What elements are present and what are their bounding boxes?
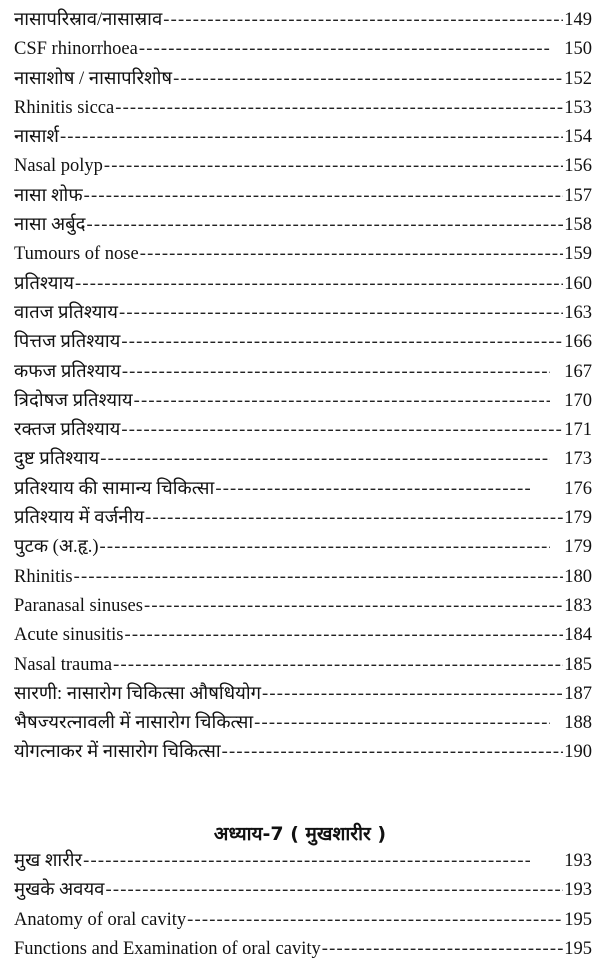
toc-entry[interactable] (14, 299, 592, 328)
toc-entry-title: Acute sinusitis (14, 625, 124, 646)
toc-entry[interactable] (14, 504, 592, 533)
toc-entry-page: 195 (564, 909, 592, 930)
dot-leader (75, 270, 563, 299)
toc-entry-title: प्रतिश्याय में वर्जनीय (14, 508, 145, 529)
dot-leader (121, 328, 563, 357)
toc-entry-title: नासार्श (14, 127, 59, 148)
toc-entry-page: 184 (564, 625, 592, 646)
toc-entry-page: 193 (564, 851, 592, 871)
toc-entry-title: त्रिदोषज प्रतिश्याय (14, 390, 133, 411)
dot-leader (122, 358, 550, 387)
toc-entry[interactable] (14, 65, 592, 94)
toc-entry-title: नासाशोष / नासापरिशोष (14, 68, 173, 89)
dot-leader (100, 445, 550, 474)
toc-entry-page: 156 (564, 156, 592, 177)
toc-entry[interactable] (14, 123, 592, 152)
toc-entry-page: 157 (564, 185, 592, 206)
toc-entry[interactable] (14, 6, 592, 35)
toc-entry[interactable] (14, 475, 592, 504)
toc-entry-page: 190 (564, 742, 592, 763)
dot-leader (115, 94, 563, 123)
toc-entry[interactable] (14, 270, 592, 299)
toc-entry-page: 183 (564, 595, 592, 616)
toc-entry[interactable] (14, 533, 592, 562)
toc-entry-title: प्रतिश्याय की सामान्य चिकित्सा (14, 478, 215, 499)
dot-leader (119, 299, 563, 328)
toc-entry-page: 173 (564, 449, 592, 470)
dot-leader (254, 709, 550, 738)
toc-entry-title: पित्तज प्रतिश्याय (14, 332, 121, 353)
chapter-heading: अध्याय-7 ( मुखशारीर ) (213, 823, 387, 845)
toc-entry-page: 166 (564, 332, 592, 353)
dot-leader (187, 906, 563, 935)
toc-entry-page: 171 (564, 420, 592, 441)
toc-entry-page: 188 (564, 713, 592, 734)
toc-entry[interactable] (14, 211, 592, 240)
toc-entry-page: 167 (564, 361, 592, 382)
toc-entry-title: Functions and Examination of oral cavity (14, 938, 321, 959)
dot-leader (74, 563, 564, 592)
toc-entry-title: Paranasal sinuses (14, 595, 143, 616)
dot-leader (140, 240, 564, 269)
toc-entry-page: 150 (564, 39, 592, 60)
dot-leader (124, 621, 563, 650)
toc-entry[interactable] (14, 387, 592, 416)
toc-entry[interactable] (14, 182, 592, 211)
toc-entry[interactable] (14, 94, 592, 123)
toc-entry[interactable] (14, 709, 592, 738)
dot-leader (100, 533, 551, 562)
toc-entry-title: सारणी: नासारोग चिकित्सा औषधियोग (14, 683, 262, 704)
toc-entry-title: Nasal polyp (14, 156, 103, 177)
toc-entry-page: 149 (564, 10, 592, 30)
toc-entry[interactable] (14, 876, 592, 905)
toc-entry-title: दुष्ट प्रतिश्याय (14, 449, 100, 470)
toc-entry-page: 187 (564, 683, 592, 704)
toc-entry-title: पुटक (अ.हृ.) (14, 537, 99, 558)
toc-entry[interactable] (14, 738, 592, 767)
toc-entry-page: 176 (564, 478, 592, 499)
toc-entry-title: प्रतिश्याय (14, 273, 74, 294)
dot-leader (105, 876, 563, 905)
toc-entry-page: 163 (564, 302, 592, 323)
toc-entry[interactable] (14, 651, 592, 680)
toc-entry-title: Tumours of nose (14, 244, 139, 265)
dot-leader (139, 35, 550, 64)
dot-leader (134, 387, 551, 416)
toc-entry-page: 185 (564, 654, 592, 675)
toc-entry[interactable] (14, 680, 592, 709)
dot-leader (60, 123, 563, 152)
toc-entry-title: Anatomy of oral cavity (14, 909, 187, 930)
dot-leader (145, 504, 563, 533)
toc-entry[interactable] (14, 563, 592, 592)
toc-entry[interactable] (14, 592, 592, 621)
toc-entry[interactable] (14, 358, 592, 387)
toc-entry[interactable] (14, 416, 592, 445)
dot-leader (222, 738, 564, 767)
dot-leader (322, 935, 564, 964)
toc-entry-title: नासा शोफ (14, 185, 83, 206)
toc-entry-title: CSF rhinorrhoea (14, 39, 138, 60)
toc-entry[interactable] (14, 240, 592, 269)
toc-entry-page: 195 (564, 938, 592, 959)
toc-entry[interactable] (14, 35, 592, 64)
table-of-contents-section-1 (14, 6, 592, 768)
dot-leader (163, 6, 563, 35)
toc-entry-title: नासा अर्बुद (14, 215, 86, 236)
toc-entry-page: 180 (564, 566, 592, 587)
dot-leader (84, 182, 564, 211)
toc-entry-page: 160 (564, 273, 592, 294)
toc-entry-title: Nasal trauma (14, 654, 113, 675)
toc-entry-page: 158 (564, 215, 592, 236)
toc-entry-title: मुख शारीर (14, 851, 83, 871)
dot-leader (113, 651, 563, 680)
toc-entry[interactable] (14, 935, 592, 964)
toc-entry-page: 154 (564, 127, 592, 148)
toc-entry-title: वातज प्रतिश्याय (14, 302, 118, 323)
toc-entry-page: 170 (564, 390, 592, 411)
toc-entry[interactable] (14, 445, 592, 474)
toc-entry-page: 159 (564, 244, 592, 265)
dot-leader (104, 152, 563, 181)
toc-entry-page: 152 (564, 68, 592, 89)
toc-entry[interactable] (14, 328, 592, 357)
toc-entry-page: 193 (564, 880, 592, 901)
table-of-contents-section-2 (14, 847, 592, 964)
dot-leader (83, 847, 530, 876)
toc-entry-page: 153 (564, 97, 592, 118)
dot-leader (121, 416, 563, 445)
toc-entry-title: Rhinitis sicca (14, 97, 115, 118)
dot-leader (87, 211, 564, 240)
toc-entry-title: नासापरिस्राव/नासास्राव (14, 10, 163, 30)
dot-leader (215, 475, 530, 504)
dot-leader (173, 65, 563, 94)
dot-leader (144, 592, 563, 621)
toc-entry[interactable] (14, 847, 592, 876)
toc-entry-page: 179 (564, 537, 592, 558)
dot-leader (262, 680, 563, 709)
toc-entry-title: Rhinitis (14, 566, 73, 587)
toc-entry[interactable] (14, 906, 592, 935)
toc-entry-title: रक्तज प्रतिश्याय (14, 420, 121, 441)
toc-entry-title: मुखके अवयव (14, 880, 105, 901)
toc-entry-title: कफज प्रतिश्याय (14, 361, 121, 382)
toc-entry[interactable] (14, 621, 592, 650)
toc-entry[interactable] (14, 152, 592, 181)
toc-entry-title: भैषज्यरत्नावली में नासारोग चिकित्सा (14, 713, 254, 734)
toc-entry-page: 179 (564, 508, 592, 529)
toc-entry-title: योगत्नाकर में नासारोग चिकित्सा (14, 742, 221, 763)
